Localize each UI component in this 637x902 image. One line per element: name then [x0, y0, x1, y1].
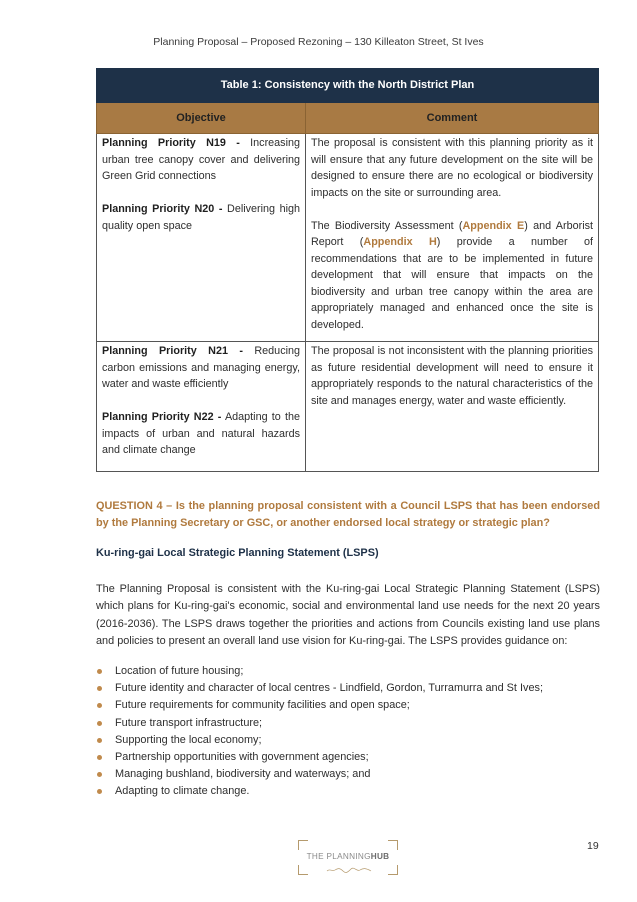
comment-text: The Biodiversity Assessment (	[311, 219, 463, 232]
bullet-icon	[97, 738, 102, 743]
column-header-comment: Comment	[306, 103, 599, 134]
column-header-objective: Objective	[97, 103, 306, 134]
objective-item	[102, 135, 300, 185]
logo-text-bold: HUB	[370, 852, 390, 861]
list-item-text: Supporting the local economy;	[115, 733, 262, 746]
list-item-text: Future identity and character of local centres - Lindfield, Gordon, Turramurra and St Ives;	[115, 682, 543, 695]
comment-paragraph: The proposal is consistent with this planning priority as it will ensure that any future development on the site will be designed to ensure there are no ecological or biodiversity impacts on the site or surrounding area.	[311, 137, 593, 199]
logo-wordmark	[298, 852, 398, 861]
table-title: Table 1: Consistency with the North District Plan	[97, 69, 599, 103]
bullet-icon	[97, 669, 102, 674]
objective-item	[102, 343, 300, 393]
bullet-icon	[97, 789, 102, 794]
appendix-h-reference: Appendix H	[363, 236, 437, 248]
bullet-icon	[97, 772, 102, 777]
logo-text: THE PLANNING	[306, 852, 371, 861]
bullet-icon	[97, 755, 102, 760]
running-header: Planning Proposal – Proposed Rezoning – 130 Killeaton Street, St Ives	[153, 36, 484, 48]
page-number: 19	[587, 840, 599, 852]
logo-corner-bracket	[388, 840, 398, 850]
priority-label: Planning Priority N21 -	[102, 345, 243, 357]
section-subheading: Ku-ring-gai Local Strategic Planning Statement (LSPS)	[96, 547, 379, 559]
list-item-text: Partnership opportunities with government agencies;	[115, 751, 369, 764]
objective-item	[102, 409, 300, 459]
comment-paragraph: The proposal is not inconsistent with the planning priorities as future residential development will need to ensure it appropriately responds to the natural characteristics of the site and manages energy, water and waste efficiently.	[311, 345, 593, 407]
table-row	[97, 134, 599, 342]
objective-cell	[97, 342, 306, 472]
list-item	[96, 766, 543, 783]
list-item-text: Location of future housing;	[115, 665, 244, 677]
logo-signature-icon	[326, 867, 372, 873]
list-item	[96, 663, 543, 680]
comment-text: ) and Arborist Report (	[311, 219, 593, 248]
table-row	[97, 342, 599, 472]
list-item	[96, 732, 543, 749]
comment-cell	[306, 134, 599, 342]
bullet-icon	[97, 721, 102, 726]
objective-item	[102, 201, 300, 234]
body-paragraph: The Planning Proposal is consistent with the Ku-ring-gai Local Strategic Planning Statement (LSPS) which plans for Ku-ring-gai's economic, social and environmental land use needs for the next 20 years (2016-2036). The LSPS draws together the priorities and actions from Councils existing land use plans and policies to present an overall land use vision for Ku-ring-gai. The LSPS provides guidance on:	[96, 583, 600, 647]
objective-cell	[97, 134, 306, 342]
list-item-text: Future requirements for community facilities and open space;	[115, 699, 410, 712]
priority-text: Increasing urban tree canopy cover and delivering Green Grid connections	[102, 137, 300, 182]
list-item	[96, 783, 543, 800]
logo-corner-bracket	[388, 865, 398, 875]
planning-hub-logo	[298, 840, 398, 875]
priority-text: Adapting to the impacts of urban and natural hazards and climate change	[102, 411, 300, 456]
logo-corner-bracket	[298, 865, 308, 875]
bullet-icon	[97, 686, 102, 691]
guidance-list	[96, 663, 543, 801]
list-item-text: Adapting to climate change.	[115, 785, 250, 798]
appendix-e-reference: Appendix E	[462, 219, 525, 232]
priority-text: Reducing carbon emissions and managing energy, water and waste efficiently	[102, 345, 300, 390]
comment-cell	[306, 342, 599, 472]
list-item	[96, 715, 543, 732]
list-item	[96, 697, 543, 714]
consistency-table	[96, 68, 599, 472]
list-item	[96, 680, 543, 697]
priority-text: Delivering high quality open space	[102, 203, 300, 232]
bullet-icon	[97, 703, 102, 708]
question-heading: QUESTION 4 – Is the planning proposal consistent with a Council LSPS that has been endorsed by the Planning Secretary or GSC, or another endorsed local strategy or strategic plan?	[96, 500, 600, 529]
comment-text: ) provide a number of recommendations that are to be implemented in future development that will ensure that impacts on the biodiversity and urban tree canopy within the area are appropriately managed and enhanced once the site is developed.	[311, 236, 594, 331]
list-item	[96, 749, 543, 766]
priority-label: Planning Priority N20 -	[102, 203, 223, 215]
priority-label: Planning Priority N19 -	[102, 137, 240, 149]
list-item-text: Future transport infrastructure;	[115, 716, 263, 729]
list-item-text: Managing bushland, biodiversity and waterways; and	[115, 768, 371, 781]
comment-paragraph	[311, 218, 593, 334]
priority-label: Planning Priority N22 -	[102, 411, 222, 423]
logo-corner-bracket	[298, 840, 308, 850]
